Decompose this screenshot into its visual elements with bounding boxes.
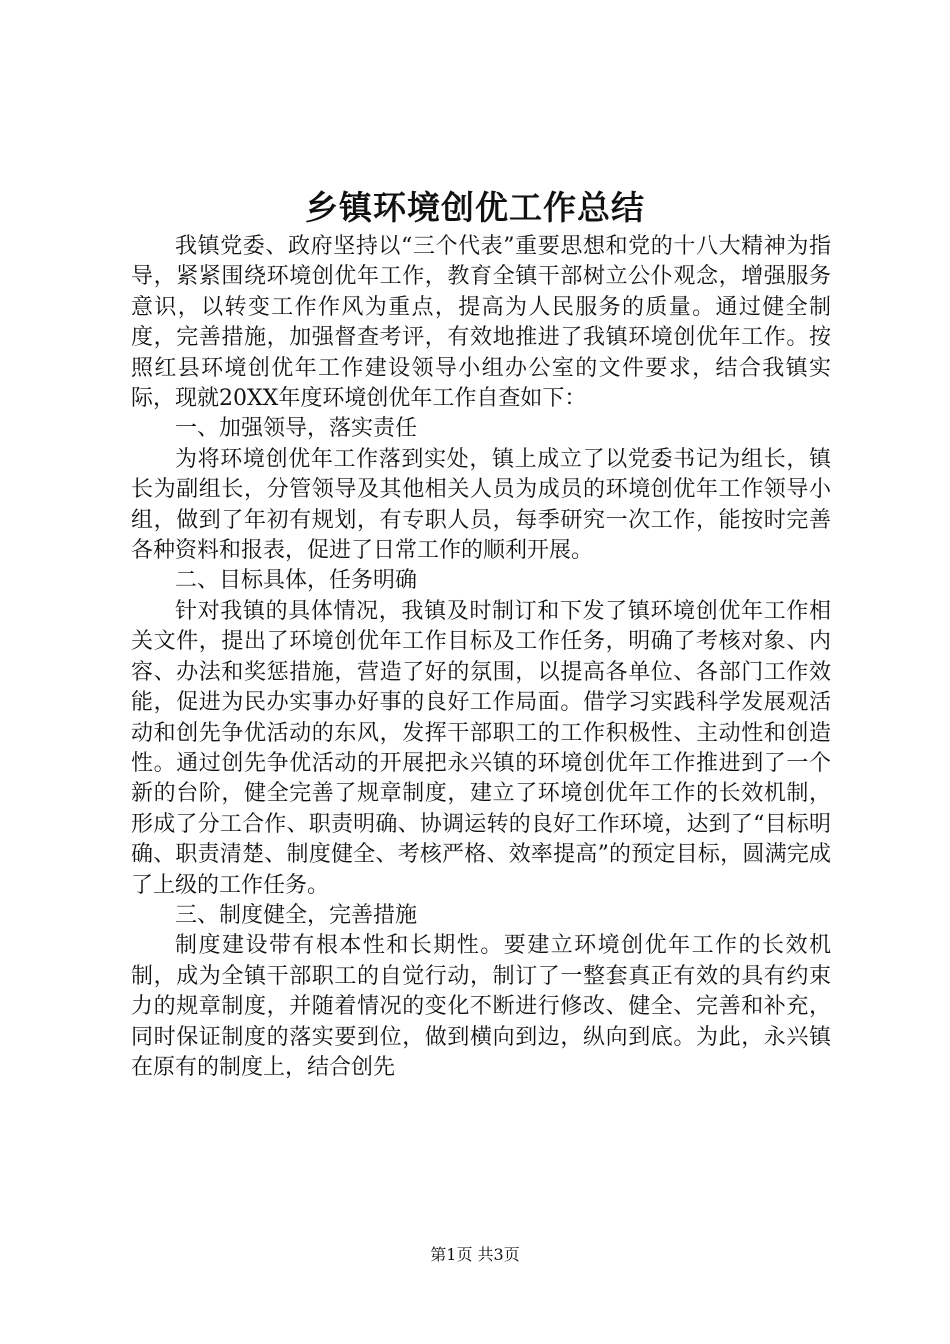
- document-title: 乡镇环境创优工作总结: [305, 188, 645, 227]
- document-body: [131, 232, 831, 1083]
- section-heading-1: 一、加强领导，落实责任: [175, 416, 418, 442]
- page-footer: 第1页 共3页: [430, 1245, 520, 1264]
- section-heading-2: 二、目标具体，任务明确: [175, 568, 418, 594]
- paragraph-section-1: 为将环境创优年工作落到实处，镇上成立了以党委书记为组长，镇长为副组长，分管领导及其他相关人员为成员的环境创优年工作领导小组，做到了年初有规划，有专职人员，每季研究一次工作，能按时完善各种资料和报表，促进了日常工作的顺利开展。: [131, 446, 831, 564]
- paragraph-section-2: 针对我镇的具体情况，我镇及时制订和下发了镇环境创优年工作相关文件，提出了环境创优年工作目标及工作任务，明确了考核对象、内容、办法和奖惩措施，营造了好的氛围，以提高各单位、各部门工作效能，促进为民办实事办好事的良好工作局面。借学习实践科学发展观活动和创先争优活动的东风，发挥干部职工的工作积极性、主动性和创造性。通过创先争优活动的开展把永兴镇的环境创优年工作推进到了一个新的台阶，健全完善了规章制度，建立了环境创优年工作的长效机制，形成了分工合作、职责明确、协调运转的良好工作环境，达到了“目标明确、职责清楚、制度健全、考核严格、效率提高”的预定目标，圆满完成了上级的工作任务。: [131, 598, 831, 898]
- paragraph-intro: 我镇党委、政府坚持以“三个代表”重要思想和党的十八大精神为指导，紧紧围绕环境创优年工作，教育全镇干部树立公仆观念，增强服务意识，以转变工作作风为重点，提高为人民服务的质量。通过健全制度，完善措施，加强督查考评，有效地推进了我镇环境创优年工作。按照红县环境创优年工作建设领导小组办公室的文件要求，结合我镇实际，现就20XX年度环境创优年工作自查如下：: [131, 234, 831, 412]
- section-heading-3: 三、制度健全，完善措施: [175, 902, 418, 928]
- paragraph-section-3: 制度建设带有根本性和长期性。要建立环境创优年工作的长效机制，成为全镇干部职工的自觉行动，制订了一整套真正有效的具有约束力的规章制度，并随着情况的变化不断进行修改、健全、完善和补充，同时保证制度的落实要到位，做到横向到边，纵向到底。为此，永兴镇在原有的制度上，结合创先: [131, 933, 831, 1080]
